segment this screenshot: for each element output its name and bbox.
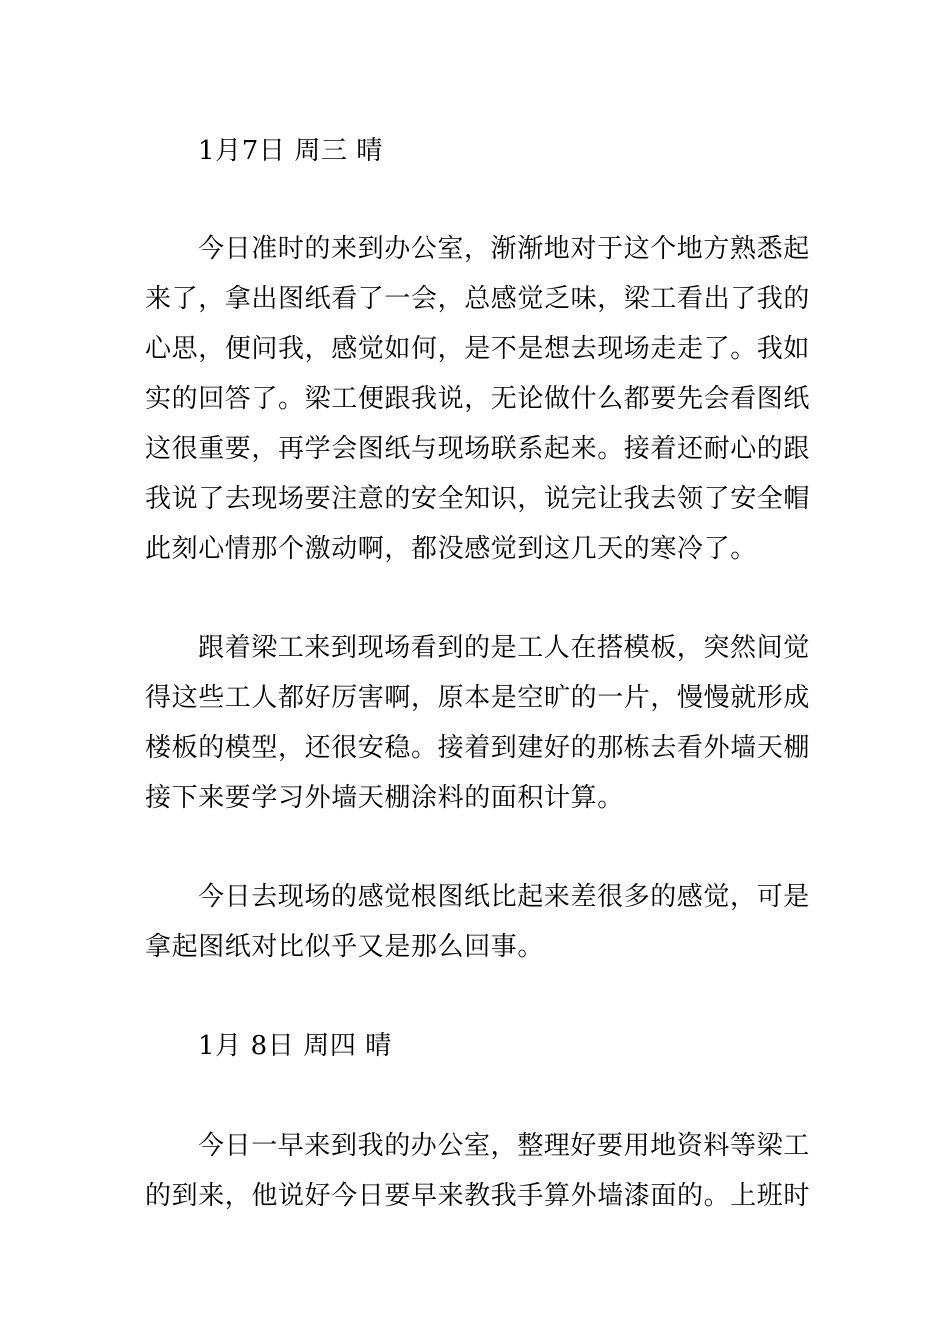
paragraph-line: 今日准时的来到办公室，渐渐地对于这个地方熟悉起 [198,234,810,264]
paragraph-line: 今日一早来到我的办公室，整理好要用地资料等梁工 [198,1131,810,1161]
paragraph-line: 我说了去现场要注意的安全知识，说完让我去领了安全帽 [145,484,811,514]
paragraph-line: 今日去现场的感觉根图纸比起来差很多的感觉，可是 [198,882,810,912]
paragraph-line: 得这些工人都好厉害啊，原本是空旷的一片，慢慢就形成 [145,683,811,713]
paragraph-line: 这很重要，再学会图纸与现场联系起来。接着还耐心的跟 [145,434,811,464]
paragraph-line: 接下来要学习外墙天棚涂料的面积计算。 [145,783,624,813]
paragraph-line: 的到来，他说好今日要早来教我手算外墙漆面的。上班时 [145,1181,811,1211]
paragraph-line: 跟着梁工来到现场看到的是工人在搭模板，突然间觉 [198,633,810,663]
entry-date-line: 1月 8日 周四 晴 [198,1031,392,1061]
paragraph-line: 心思，便问我，感觉如何，是不是想去现场走走了。我如 [145,334,811,364]
paragraph-line: 拿起图纸对比似乎又是那么回事。 [145,932,545,962]
paragraph-line: 来了，拿出图纸看了一会，总感觉乏味，梁工看出了我的 [145,284,811,314]
paragraph-line: 实的回答了。梁工便跟我说，无论做什么都要先会看图纸 [145,384,811,414]
entry-date-line: 1月7日 周三 晴 [198,136,384,166]
paragraph-line: 楼板的模型，还很安稳。接着到建好的那栋去看外墙天棚 [145,733,811,763]
paragraph-line: 此刻心情那个激动啊，都没感觉到这几天的寒冷了。 [145,534,757,564]
